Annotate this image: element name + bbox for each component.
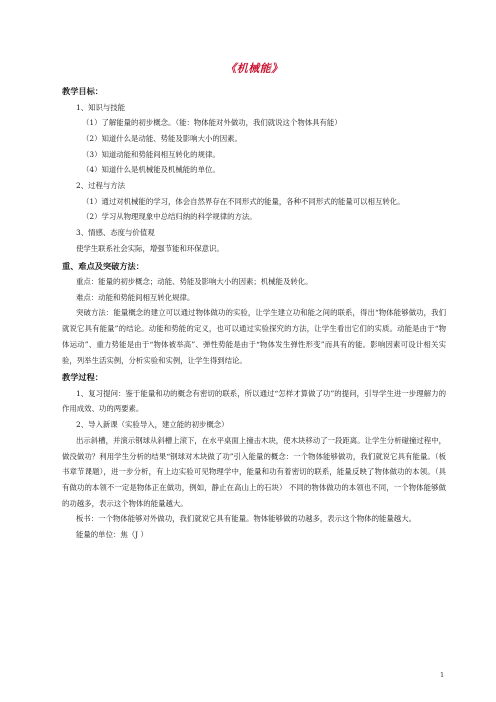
process-paragraph: 出示斜槽，并演示钢球从斜槽上滚下，在水平桌面上撞击木块，使木块移动了一段距离。让学生分析碰撞过程中，做没做功？利用学生分析的结果“钢球对木块做了功”引入能量的概念：一个物体能够做功，我们就说它具有能量。（板书章节课题），进一步分析，有上边实验可见物理学中，能量和功有着密切的联系，能量反映了物体做功的本领。（具有做功的本领不一定是物体正在做功，例如，静止在高山上的石块） 不同的物体做功的本领也不同，一个物体能够做的功越多，表示这个物体的能量越大。 xyxy=(62,435,446,508)
document-title: 《机械能》 xyxy=(225,62,283,75)
objective-item: （1）了解能量的初步概念。（能：物体能对外做功，我们就说这个物体具有能） xyxy=(82,118,342,128)
key-points-heading: 重、难点及突破方法： xyxy=(62,260,144,271)
page-number: 1 xyxy=(440,671,445,679)
process-heading: 教学过程： xyxy=(62,372,103,383)
focus-text: 重点：能量的初步概念；动能、势能及影响大小的因素；机械能及转化。 xyxy=(76,277,313,287)
process-paragraph: 能量的单位：焦（J ） xyxy=(76,530,148,540)
objective-item: （2）知道什么是动能、势能及影响大小的因素。 xyxy=(82,133,242,143)
objective-item: （1）通过对机械能的学习，体会自然界存在不同形式的能量，各种不同形式的能量可以相互转化。 xyxy=(82,196,405,206)
difficulty-text: 难点：动能和势能间相互转化规律。 xyxy=(76,292,195,302)
section-3-text: 使学生联系社会实际，增强节能和环保意识。 xyxy=(76,243,224,253)
objectives-heading: 教学目标： xyxy=(62,86,103,96)
document-page xyxy=(62,60,446,543)
process-paragraph: 1、复习提问：鉴于能量和功的概念有密切的联系，所以通过“怎样才算做了功”的提问，引导学生进一步理解力的作用成效、功的两要素。 xyxy=(62,388,446,414)
section-2-title: 2、过程与方法 xyxy=(76,181,126,191)
process-paragraph: 板书：一个物体能够对外做功，我们就说它具有能量。物体能够做的功越多，表示这个物体的能量越大。 xyxy=(76,514,416,524)
objective-item: （4）知道什么是机械能及机械能的单位。 xyxy=(82,165,220,175)
section-3-title: 3、情感、态度与价值观 xyxy=(76,228,155,238)
section-1-title: 1、知识与技能 xyxy=(76,102,126,112)
method-text: 突破方法：能量概念的建立可以通过物体做功的实验，让学生建立功和能之间的联系，得出“物体能够做功，我们就说它具有能量”的结论。动能和势能的定义，也可以通过实验探究的方法，让学生看出它们的实质。动能是由于“物体运动”、重力势能是由于“物体被举高”、弹性势能是由于“物体发生弹性形变”而具有的能。影响因素可设计相关实验，列举生活实例，分析实验和实例，让学生得到结论。 xyxy=(62,308,446,365)
process-paragraph: 2、导入新课（实验导入，建立能的初步概念） xyxy=(76,420,229,430)
objective-item: （3）知道动能和势能间相互转化的规律。 xyxy=(82,149,220,159)
objective-item: （2）学习从物理现象中总结归纳的科学规律的方法。 xyxy=(82,212,257,222)
